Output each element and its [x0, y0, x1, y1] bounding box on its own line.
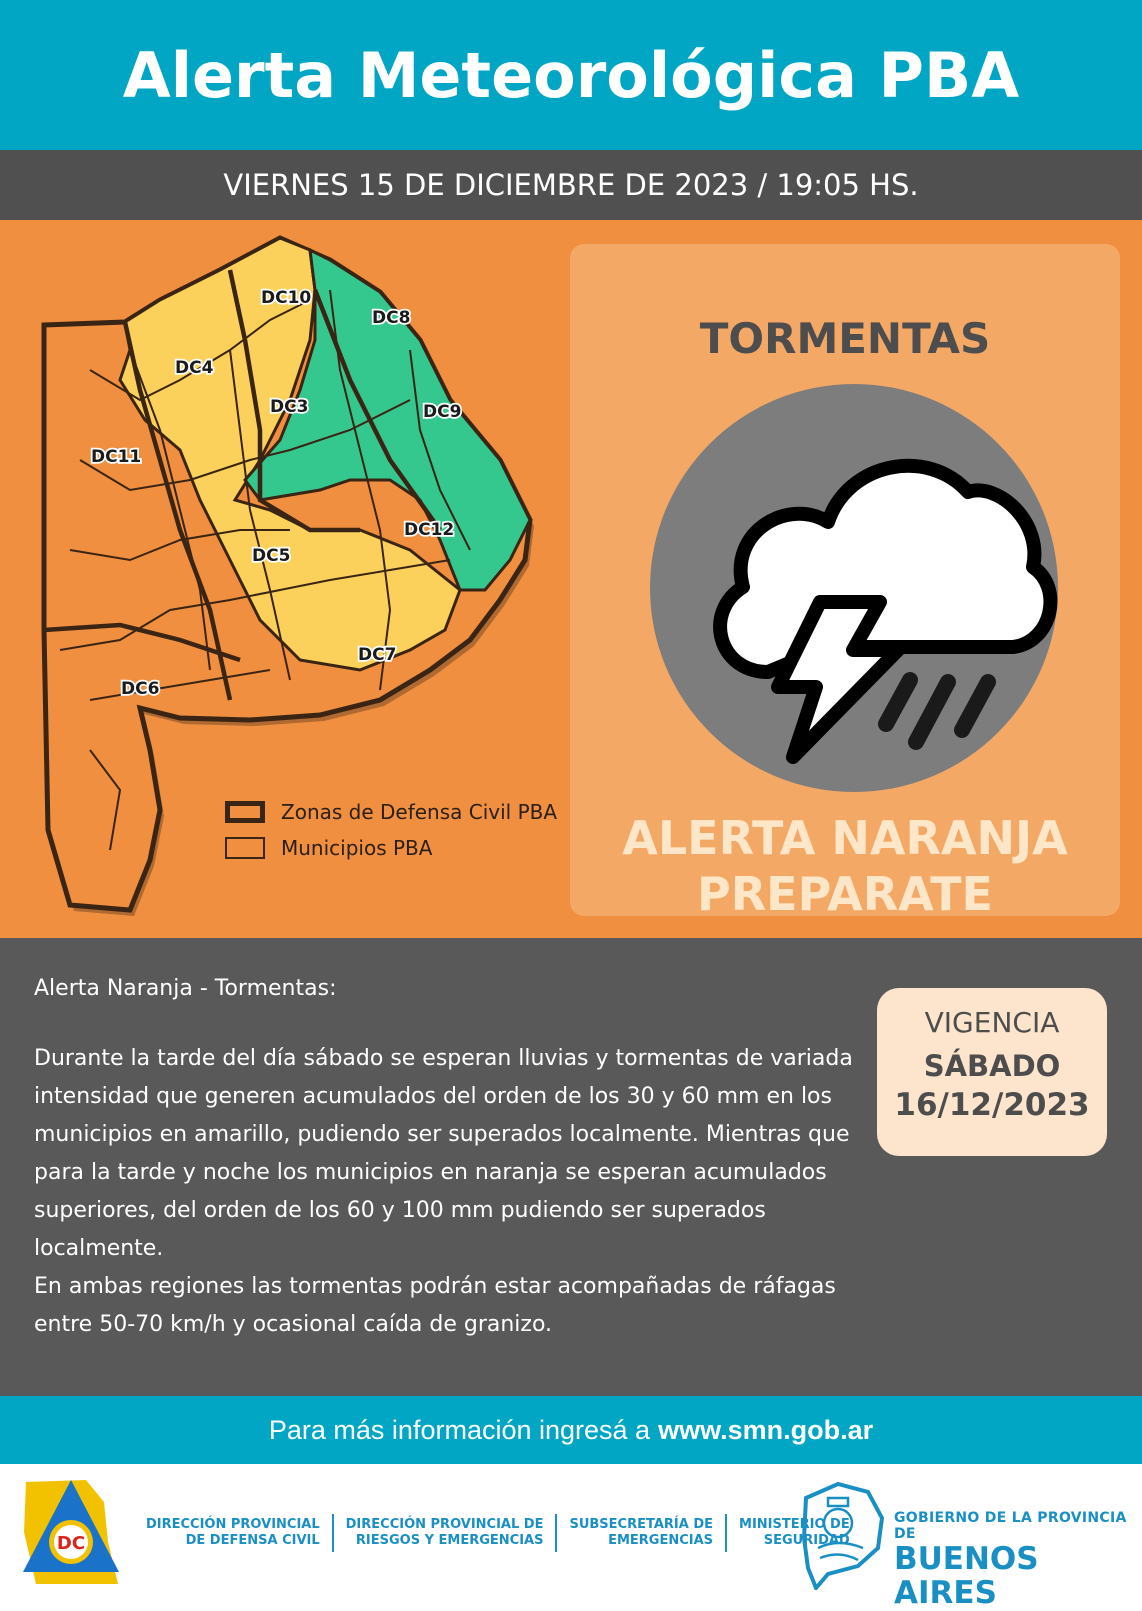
header-banner [0, 0, 1142, 150]
zone-label-dc3: DC3 [270, 397, 309, 417]
defensa-civil-logo [16, 1472, 126, 1592]
province-wordmark [894, 1510, 1142, 1610]
org-defensa-civil [134, 1517, 332, 1549]
description-title: Alerta Naranja - Tormentas: [34, 976, 337, 1001]
alert-level-line2: PREPARATE [697, 867, 993, 921]
legend-swatch-thin [225, 837, 265, 859]
page-title: Alerta Meteorológica PBA [122, 38, 1020, 112]
map-legend [225, 800, 557, 872]
org-subsecretaria [557, 1517, 725, 1549]
org-line: DIRECCIÓN PROVINCIAL [146, 1517, 320, 1532]
province-map [30, 230, 570, 920]
legend-municipios [225, 836, 557, 860]
org-riesgos [334, 1517, 556, 1549]
description-paragraph: En ambas regiones las tormentas podrán estar acompañadas de ráfagas entre 50-70 km/h y ocasional caída de granizo. [34, 1274, 836, 1337]
vigencia-label: VIGENCIA [924, 1006, 1060, 1039]
org-line: RIESGOS Y EMERGENCIAS [355, 1533, 544, 1548]
org-list [134, 1514, 862, 1552]
zone-label-dc5: DC5 [252, 546, 291, 566]
vigencia-box [877, 988, 1107, 1156]
legend-municipios-label: Municipios PBA [281, 836, 433, 860]
zone-label-dc12: DC12 [404, 520, 455, 540]
smn-link[interactable]: www.smn.gob.ar [658, 1414, 874, 1445]
info-prefix: Para más información ingresá a [268, 1414, 651, 1445]
gov-big-text: BUENOS AIRES [894, 1541, 1039, 1611]
vigencia-date: 16/12/2023 [894, 1087, 1090, 1123]
alert-level [570, 810, 1120, 922]
description-body [34, 1040, 864, 1344]
phenomenon-title: TORMENTAS [699, 314, 991, 363]
description-paragraph: Durante la tarde del día sábado se esperan lluvias y tormentas de variada intensidad que generen acumulados del orden de los 30 y 60 mm en los municipios en amarillo, pudiendo ser superados localmente. Mientras que para la tarde y noche los municipios en naranja se esperan acumulados superiores, del orden de los 60 y 100 mm pudiendo ser superados localmente. [34, 1046, 853, 1261]
org-line: EMERGENCIAS [608, 1533, 714, 1548]
legend-zones-label: Zonas de Defensa Civil PBA [281, 800, 558, 824]
info-bar [0, 1396, 1142, 1464]
org-line: SEGURIDAD [763, 1533, 850, 1548]
zone-label-dc8: DC8 [372, 308, 411, 328]
footer [0, 1464, 1142, 1611]
zone-label-dc7: DC7 [358, 645, 397, 665]
zone-label-dc11: DC11 [91, 447, 142, 467]
gov-small-text: GOBIERNO DE LA PROVINCIA DE [894, 1510, 1127, 1542]
date-band [0, 150, 1142, 220]
storm-cloud-lightning-rain-icon [648, 382, 1060, 794]
alert-card [570, 244, 1120, 921]
zone-label-dc9: DC9 [423, 402, 462, 422]
zone-label-dc10: DC10 [261, 288, 312, 308]
province-emblem-icon [798, 1478, 888, 1590]
org-line: MINISTERIO DE [739, 1517, 850, 1532]
zone-label-dc4: DC4 [175, 358, 214, 378]
legend-zones [225, 800, 557, 824]
vigencia-day: SÁBADO [923, 1049, 1061, 1083]
alert-panel [0, 220, 1142, 938]
org-line: DE DEFENSA CIVIL [185, 1533, 320, 1548]
issue-date: VIERNES 15 DE DICIEMBRE DE 2023 / 19:05 HS. [223, 168, 919, 202]
zone-label-dc6: DC6 [121, 679, 160, 699]
description-panel [0, 938, 1142, 1396]
alert-level-line1: ALERTA NARANJA [622, 811, 1068, 865]
legend-swatch-thick [225, 801, 265, 823]
org-line: SUBSECRETARÍA DE [569, 1517, 714, 1532]
dc-logo-text: DC [56, 1533, 86, 1554]
org-line: DIRECCIÓN PROVINCIAL DE [345, 1517, 544, 1532]
